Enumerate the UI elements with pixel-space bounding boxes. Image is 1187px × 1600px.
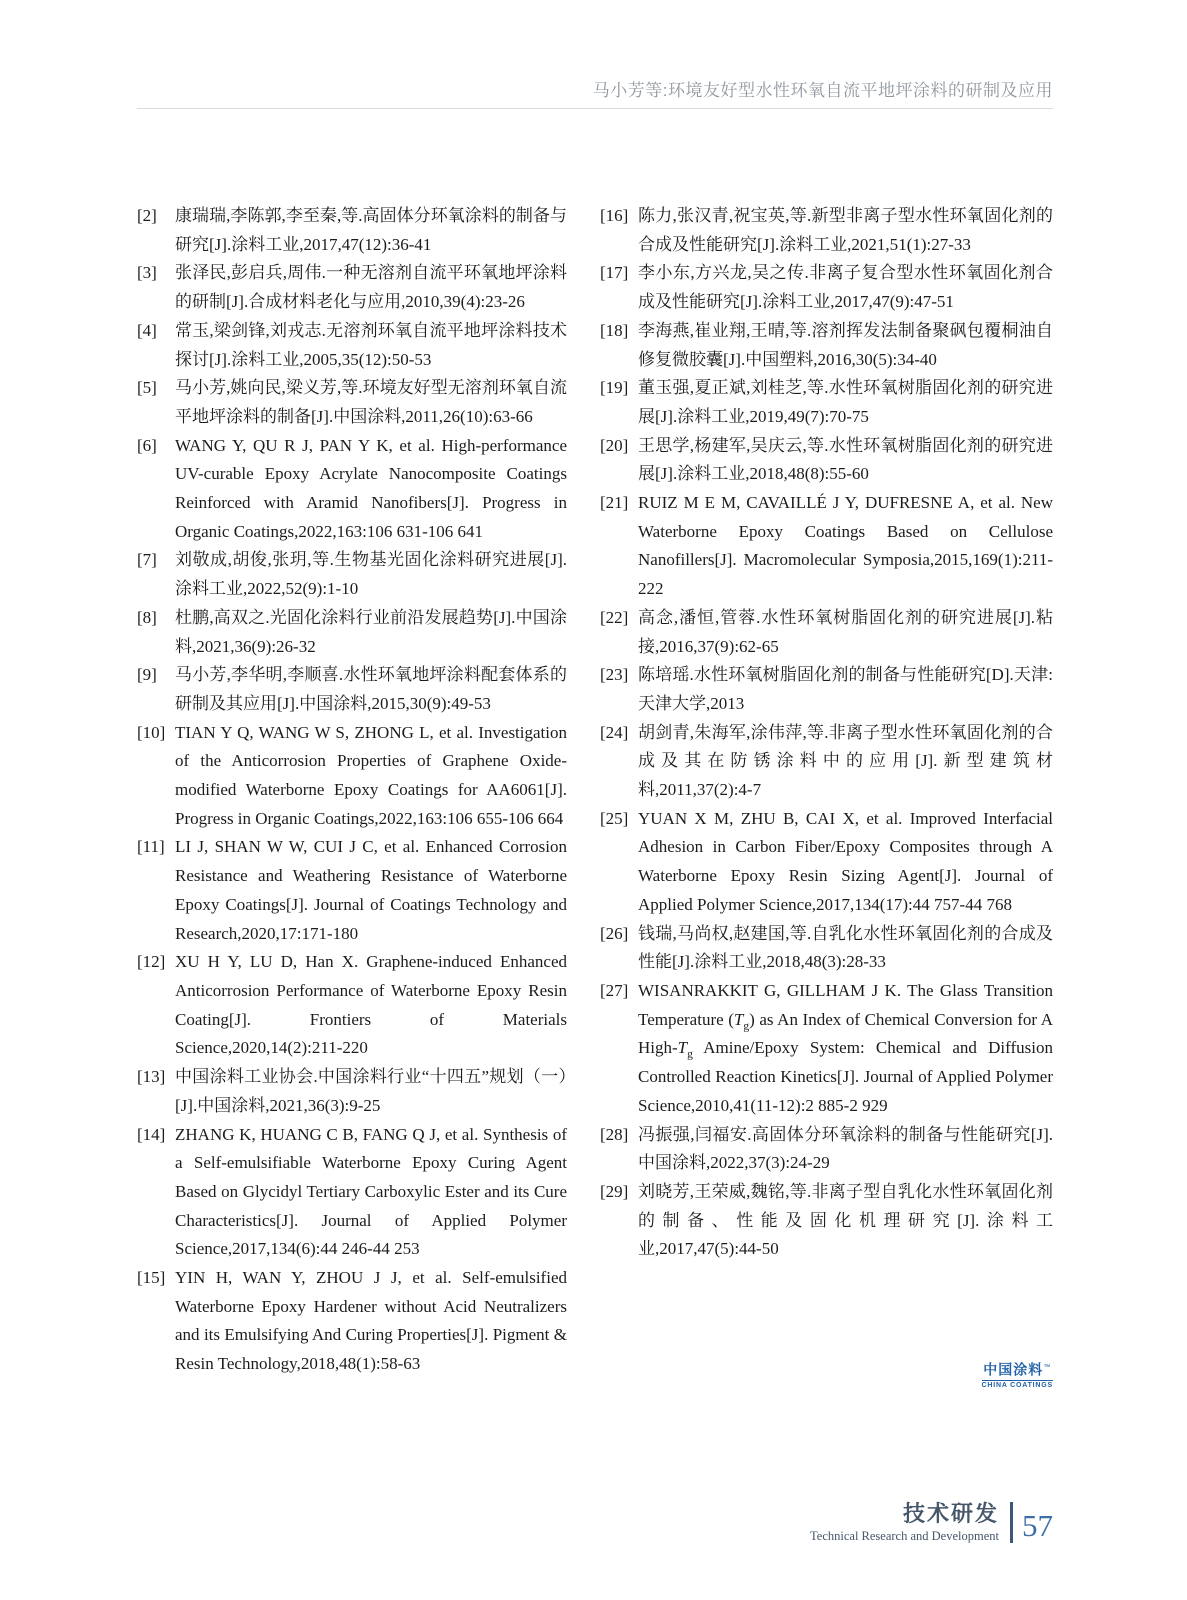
- reference-text: 李海燕,崔业翔,王晴,等.溶剂挥发法制备聚砜包覆桐油自修复微胶囊[J].中国塑料,2016,30(5):34-40: [638, 320, 1053, 369]
- reference-label: [17]: [600, 263, 629, 283]
- reference-text: 董玉强,夏正斌,刘桂芝,等.水性环氧树脂固化剂的研究进展[J].涂料工业,2019,49(7):70-75: [638, 378, 1053, 426]
- page-number: 57: [1022, 1508, 1053, 1543]
- reference-label: [14]: [137, 1124, 166, 1144]
- reference-label: [4]: [137, 320, 157, 340]
- reference-text: 康瑞瑞,李陈郭,李至秦,等.高固体分环氧涂料的制备与研究[J].涂料工业,2017,47(12):36-41: [175, 206, 567, 254]
- reference-text: LI J, SHAN W W, CUI J C, et al. Enhanced Corrosion Resistance and Weathering Resistance of Waterborne Epoxy Coatings[J]. Journal of Coatings Technology and Research,2020,17:171-180: [175, 837, 567, 943]
- reference-text: 马小芳,李华明,李顺喜.水性环氧地坪涂料配套体系的研制及其应用[J].中国涂料,2015,30(9):49-53: [175, 665, 567, 713]
- reference-item: [137, 661, 567, 718]
- reference-label: [19]: [600, 378, 629, 398]
- reference-item: [137, 259, 567, 316]
- reference-item: [137, 948, 567, 1063]
- reference-text: 陈培瑶.水性环氧树脂固化剂的制备与性能研究[D].天津:天津大学,2013: [638, 665, 1053, 713]
- reference-text: 高念,潘恒,管蓉.水性环氧树脂固化剂的研究进展[J].粘接,2016,37(9):62-65: [638, 607, 1053, 656]
- reference-text: WANG Y, QU R J, PAN Y K, et al. High-performance UV-curable Epoxy Acrylate Nanocomposite Coatings Reinforced with Aramid Nanofibers[J]. Progress in Organic Coatings,2022,163:106 631-106 641: [175, 435, 567, 541]
- reference-text: 王思学,杨建军,吴庆云,等.水性环氧树脂固化剂的研究进展[J].涂料工业,2018,48(8):55-60: [638, 435, 1053, 484]
- reference-item: [137, 432, 567, 547]
- reference-text: 张泽民,彭启兵,周伟.一种无溶剂自流平环氧地坪涂料的研制[J].合成材料老化与应用,2010,39(4):23-26: [175, 263, 567, 312]
- reference-label: [23]: [600, 665, 629, 685]
- reference-label: [25]: [600, 808, 629, 828]
- reference-item: [600, 489, 1053, 604]
- reference-text: YUAN X M, ZHU B, CAI X, et al. Improved Interfacial Adhesion in Carbon Fiber/Epoxy Composites through A Waterborne Epoxy Resin Sizing Agent[J]. Journal of Applied Polymer Science,2017,134(17):44 757-44 768: [638, 808, 1053, 914]
- reference-item: [137, 604, 567, 661]
- reference-item: [137, 1264, 567, 1379]
- reference-label: [2]: [137, 206, 157, 225]
- reference-label: [6]: [137, 435, 157, 455]
- brand-subtitle: CHINA COATINGS: [981, 1381, 1053, 1389]
- reference-label: [10]: [137, 722, 166, 742]
- footer: [810, 1502, 1053, 1543]
- reference-item: [600, 317, 1053, 374]
- reference-label: [12]: [137, 952, 166, 972]
- reference-label: [7]: [137, 550, 157, 570]
- running-head-title: 马小芳等:环境友好型水性环氧自流平地坪涂料的研制及应用: [592, 81, 1053, 100]
- reference-label: [26]: [600, 923, 629, 943]
- references-section: [137, 202, 1053, 1379]
- footer-section-titles: [810, 1502, 999, 1543]
- reference-label: [20]: [600, 435, 629, 455]
- footer-section-title-cn: 技术研发: [902, 1501, 999, 1526]
- reference-item: [600, 202, 1053, 259]
- reference-label: [15]: [137, 1268, 166, 1288]
- reference-item: [600, 719, 1053, 805]
- reference-text: 刘敬成,胡俊,张玥,等.生物基光固化涂料研究进展[J].涂料工业,2022,52(9):1-10: [175, 550, 567, 599]
- references-list-left: [137, 202, 567, 1379]
- reference-text: ZHANG K, HUANG C B, FANG Q J, et al. Synthesis of a Self-emulsifiable Waterborne Epoxy Curing Agent Based on Glycidyl Tertiary Carboxylic Ester and its Cure Characteristics[J]. Journal of Applied Polymer Science,2017,134(6):44 246-44 253: [175, 1124, 567, 1259]
- reference-text: 胡剑青,朱海军,涂伟萍,等.非离子型水性环氧固化剂的合成及其在防锈涂料中的应用[J].新型建筑材料,2011,37(2):4-7: [638, 722, 1053, 800]
- reference-label: [9]: [137, 665, 157, 685]
- reference-text: 钱瑞,马尚权,赵建国,等.自乳化水性环氧固化剂的合成及性能[J].涂料工业,2018,48(3):28-33: [638, 923, 1053, 972]
- reference-label: [29]: [600, 1181, 629, 1201]
- reference-label: [18]: [600, 320, 629, 340]
- running-head: [137, 80, 1053, 109]
- reference-item: [600, 1178, 1053, 1264]
- reference-item: [600, 920, 1053, 977]
- reference-item: [137, 833, 567, 948]
- reference-label: [16]: [600, 206, 629, 225]
- reference-text: 杜鹏,高双之.光固化涂料行业前沿发展趋势[J].中国涂料,2021,36(9):26-32: [175, 607, 567, 656]
- reference-label: [13]: [137, 1067, 166, 1087]
- reference-item: [137, 202, 567, 259]
- reference-text: XU H Y, LU D, Han X. Graphene-induced Enhanced Anticorrosion Performance of Waterborne Epoxy Resin Coating[J]. Frontiers of Materials Science,2020,14(2):211-220: [175, 952, 567, 1058]
- reference-item: [137, 546, 567, 603]
- reference-item: [137, 1121, 567, 1265]
- brand-name: [982, 1360, 1053, 1378]
- reference-text: 冯振强,闫福安.高固体分环氧涂料的制备与性能研究[J].中国涂料,2022,37(3):24-29: [638, 1124, 1053, 1173]
- reference-item: [600, 661, 1053, 718]
- reference-text: RUIZ M E M, CAVAILLÉ J Y, DUFRESNE A, et al. New Waterborne Epoxy Coatings Based on Cellulose Nanofillers[J]. Macromolecular Symposia,2015,169(1):211-222: [638, 493, 1053, 599]
- reference-label: [8]: [137, 607, 157, 627]
- reference-label: [24]: [600, 722, 629, 742]
- reference-text: 李小东,方兴龙,吴之传.非离子复合型水性环氧固化剂合成及性能研究[J].涂料工业,2017,47(9):47-51: [638, 263, 1053, 312]
- footer-section-title-en: Technical Research and Development: [810, 1529, 999, 1543]
- reference-label: [5]: [137, 378, 157, 398]
- reference-item: [600, 374, 1053, 431]
- reference-item: [600, 1121, 1053, 1178]
- brand-name-cn: 中国涂料: [983, 1361, 1044, 1378]
- reference-text: 常玉,梁剑锋,刘戎志.无溶剂环氧自流平地坪涂料技术探讨[J].涂料工业,2005,35(12):50-53: [175, 320, 567, 369]
- reference-item: [600, 805, 1053, 920]
- reference-item: [600, 259, 1053, 316]
- reference-label: [28]: [600, 1124, 629, 1144]
- reference-label: [22]: [600, 607, 629, 627]
- reference-item: [600, 604, 1053, 661]
- reference-text: 陈力,张汉青,祝宝英,等.新型非离子型水性环氧固化剂的合成及性能研究[J].涂料工业,2021,51(1):27-33: [638, 206, 1053, 254]
- reference-item: [600, 977, 1053, 1121]
- footer-divider: [1010, 1502, 1013, 1543]
- reference-label: [27]: [600, 980, 629, 1000]
- reference-text: 中国涂料工业协会.中国涂料行业“十四五”规划（一）[J].中国涂料,2021,36(3):9-25: [175, 1067, 567, 1115]
- brand-trademark-icon: ™: [1043, 1364, 1052, 1371]
- reference-item: [137, 374, 567, 431]
- reference-item: [137, 719, 567, 834]
- reference-item: [600, 432, 1053, 489]
- reference-text: 刘晓芳,王荣威,魏铭,等.非离子型自乳化水性环氧固化剂的制备、性能及固化机理研究[J].涂料工业,2017,47(5):44-50: [638, 1181, 1053, 1259]
- reference-item: [137, 1063, 567, 1120]
- references-list-right: [600, 202, 1053, 1379]
- reference-text: YIN H, WAN Y, ZHOU J J, et al. Self-emulsified Waterborne Epoxy Hardener without Acid Neutralizers and its Emulsifying And Curing Properties[J]. Pigment & Resin Technology,2018,48(1):58-63: [175, 1268, 567, 1374]
- reference-item: [137, 317, 567, 374]
- reference-label: [11]: [137, 837, 165, 857]
- reference-text: 马小芳,姚向民,梁义芳,等.环境友好型无溶剂环氧自流平地坪涂料的制备[J].中国涂料,2011,26(10):63-66: [175, 378, 567, 426]
- reference-label: [3]: [137, 263, 157, 283]
- brand-logo: [982, 1360, 1053, 1389]
- reference-text: TIAN Y Q, WANG W S, ZHONG L, et al. Investigation of the Anticorrosion Properties of Graphene Oxide-modified Waterborne Epoxy Coatings for AA6061[J]. Progress in Organic Coatings,2022,163:106 655-106 664: [175, 722, 567, 828]
- reference-text: WISANRAKKIT G, GILLHAM J K. The Glass Transition Temperature $(T_g)$ as An Index of Chemical Conversion for A High-$T_g$ Amine/Epoxy System: Chemical and Diffusion Controlled Reaction Kinetics[J]. Journal of Applied Polymer Science,2010,41(11-12):2 885-2 929: [638, 980, 1053, 1115]
- reference-label: [21]: [600, 493, 629, 513]
